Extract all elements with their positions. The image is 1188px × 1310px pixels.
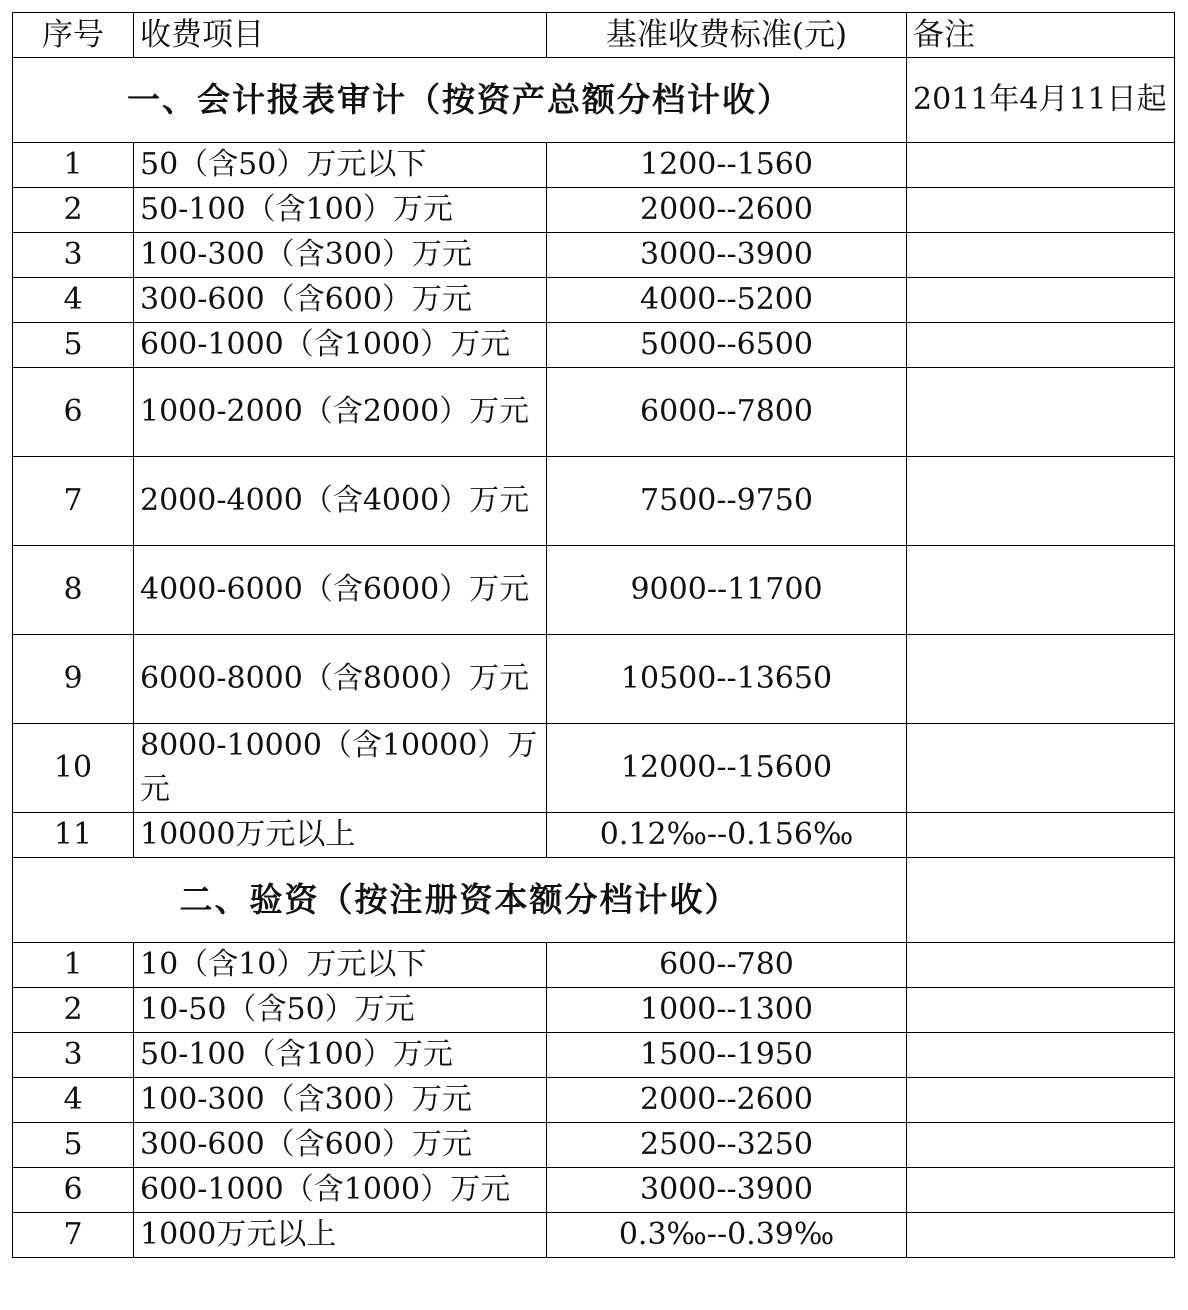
table-row	[13, 1213, 1175, 1258]
row-std: 4000--5200	[547, 278, 907, 323]
row-item: 50-100（含100）万元	[134, 1033, 547, 1078]
row-sn: 1	[13, 943, 134, 988]
row-item: 1000-2000（含2000）万元	[134, 368, 547, 457]
section2-title: 二、验资（按注册资本额分档计收）	[13, 858, 907, 943]
row-note	[907, 143, 1175, 188]
row-item: 50（含50）万元以下	[134, 143, 547, 188]
row-std: 2000--2600	[547, 188, 907, 233]
row-sn: 1	[13, 143, 134, 188]
row-std: 2500--3250	[547, 1123, 907, 1168]
fee-table	[12, 12, 1175, 1258]
row-std: 12000--15600	[547, 724, 907, 813]
row-item: 300-600（含600）万元	[134, 1123, 547, 1168]
row-std: 7500--9750	[547, 457, 907, 546]
section2-title-row	[13, 858, 1175, 943]
row-note	[907, 988, 1175, 1033]
row-item: 2000-4000（含4000）万元	[134, 457, 547, 546]
row-std: 3000--3900	[547, 1168, 907, 1213]
row-std: 2000--2600	[547, 1078, 907, 1123]
row-note	[907, 457, 1175, 546]
row-sn: 9	[13, 635, 134, 724]
row-sn: 3	[13, 233, 134, 278]
table-row	[13, 988, 1175, 1033]
row-std: 3000--3900	[547, 233, 907, 278]
row-sn: 2	[13, 988, 134, 1033]
row-note	[907, 278, 1175, 323]
row-item: 100-300（含300）万元	[134, 233, 547, 278]
row-sn: 8	[13, 546, 134, 635]
row-note	[907, 1213, 1175, 1258]
row-item: 1000万元以上	[134, 1213, 547, 1258]
row-note	[907, 1033, 1175, 1078]
row-sn: 7	[13, 1213, 134, 1258]
row-sn: 5	[13, 1123, 134, 1168]
row-item: 10（含10）万元以下	[134, 943, 547, 988]
table-row	[13, 635, 1175, 724]
section1-title-row	[13, 58, 1175, 143]
section2-note	[907, 858, 1175, 943]
row-std: 10500--13650	[547, 635, 907, 724]
row-note	[907, 635, 1175, 724]
row-item: 600-1000（含1000）万元	[134, 1168, 547, 1213]
table-row	[13, 943, 1175, 988]
row-item: 300-600（含600）万元	[134, 278, 547, 323]
row-note	[907, 323, 1175, 368]
row-sn: 7	[13, 457, 134, 546]
header-item: 收费项目	[134, 13, 547, 58]
row-sn: 10	[13, 724, 134, 813]
row-item: 600-1000（含1000）万元	[134, 323, 547, 368]
table-row	[13, 724, 1175, 813]
row-sn: 4	[13, 278, 134, 323]
row-std: 5000--6500	[547, 323, 907, 368]
section1-note: 2011年4月11日起	[907, 58, 1175, 143]
row-note	[907, 546, 1175, 635]
header-std: 基准收费标准(元)	[547, 13, 907, 58]
row-std: 0.12‰--0.156‰	[547, 813, 907, 858]
row-note	[907, 1078, 1175, 1123]
row-sn: 11	[13, 813, 134, 858]
row-sn: 3	[13, 1033, 134, 1078]
table-row	[13, 143, 1175, 188]
row-sn: 4	[13, 1078, 134, 1123]
row-item: 50-100（含100）万元	[134, 188, 547, 233]
header-note: 备注	[907, 13, 1175, 58]
row-item: 6000-8000（含8000）万元	[134, 635, 547, 724]
table-row	[13, 188, 1175, 233]
row-item: 100-300（含300）万元	[134, 1078, 547, 1123]
row-sn: 2	[13, 188, 134, 233]
row-std: 1000--1300	[547, 988, 907, 1033]
row-item: 8000-10000（含10000）万元	[134, 724, 547, 813]
row-note	[907, 943, 1175, 988]
row-std: 1200--1560	[547, 143, 907, 188]
row-note	[907, 368, 1175, 457]
row-note	[907, 724, 1175, 813]
row-std: 9000--11700	[547, 546, 907, 635]
row-item: 4000-6000（含6000）万元	[134, 546, 547, 635]
row-std: 600--780	[547, 943, 907, 988]
row-note	[907, 1168, 1175, 1213]
row-note	[907, 1123, 1175, 1168]
header-sn: 序号	[13, 13, 134, 58]
row-std: 0.3‰--0.39‰	[547, 1213, 907, 1258]
row-item: 10000万元以上	[134, 813, 547, 858]
row-item: 10-50（含50）万元	[134, 988, 547, 1033]
row-note	[907, 233, 1175, 278]
table-row	[13, 1078, 1175, 1123]
row-sn: 5	[13, 323, 134, 368]
table-row	[13, 368, 1175, 457]
table-row	[13, 1123, 1175, 1168]
table-row	[13, 546, 1175, 635]
table-row	[13, 323, 1175, 368]
row-std: 1500--1950	[547, 1033, 907, 1078]
table-row	[13, 1168, 1175, 1213]
row-note	[907, 188, 1175, 233]
section1-title: 一、会计报表审计（按资产总额分档计收）	[13, 58, 907, 143]
header-row	[13, 13, 1175, 58]
table-row	[13, 457, 1175, 546]
table-row	[13, 278, 1175, 323]
row-std: 6000--7800	[547, 368, 907, 457]
row-note	[907, 813, 1175, 858]
table-row	[13, 813, 1175, 858]
row-sn: 6	[13, 1168, 134, 1213]
table-row	[13, 1033, 1175, 1078]
row-sn: 6	[13, 368, 134, 457]
table-row	[13, 233, 1175, 278]
